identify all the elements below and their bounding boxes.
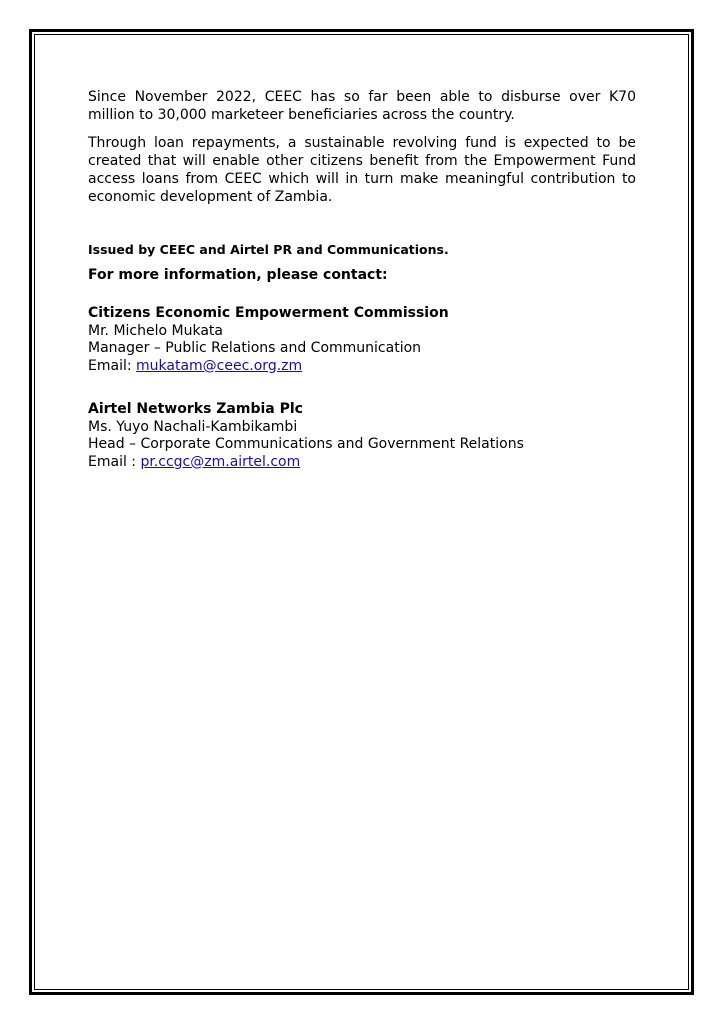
contact-ceec	[88, 305, 636, 375]
contact-email-line	[88, 358, 636, 376]
contact-email-line	[88, 454, 636, 472]
email-label: Email:	[88, 357, 137, 374]
contact-name: Mr. Michelo Mukata	[88, 322, 223, 339]
paragraph-disbursement: Since November 2022, CEEC has so far been able to disburse over K70 million to 30,000 marketeer beneficiaries across the country.	[88, 89, 636, 123]
paragraph-revolving-fund: Through loan repayments, a sustainable revolving fund is expected to be created that will enable other citizens benefit from the Empowerment Fund access loans from CEEC which will in turn make meaningful contribution to economic development of Zambia.	[88, 135, 636, 205]
email-link-ceec[interactable]: mukatam@ceec.org.zm	[136, 357, 303, 374]
contact-organization: Citizens Economic Empowerment Commission	[88, 305, 449, 321]
contact-organization: Airtel Networks Zambia Plc	[88, 401, 303, 417]
contact-role: Manager – Public Relations and Communication	[88, 340, 422, 356]
email-label: Email :	[88, 453, 141, 470]
issued-by-line: Issued by CEEC and Airtel PR and Communications.	[88, 242, 449, 257]
document-body	[88, 88, 636, 471]
contact-name: Ms. Yuyo Nachali-Kambikambi	[88, 418, 298, 435]
contact-role: Head – Corporate Communications and Government Relations	[88, 436, 524, 452]
more-info-heading: For more information, please contact:	[88, 267, 388, 283]
contact-airtel	[88, 401, 636, 471]
email-link-airtel[interactable]: pr.ccgc@zm.airtel.com	[140, 453, 301, 470]
